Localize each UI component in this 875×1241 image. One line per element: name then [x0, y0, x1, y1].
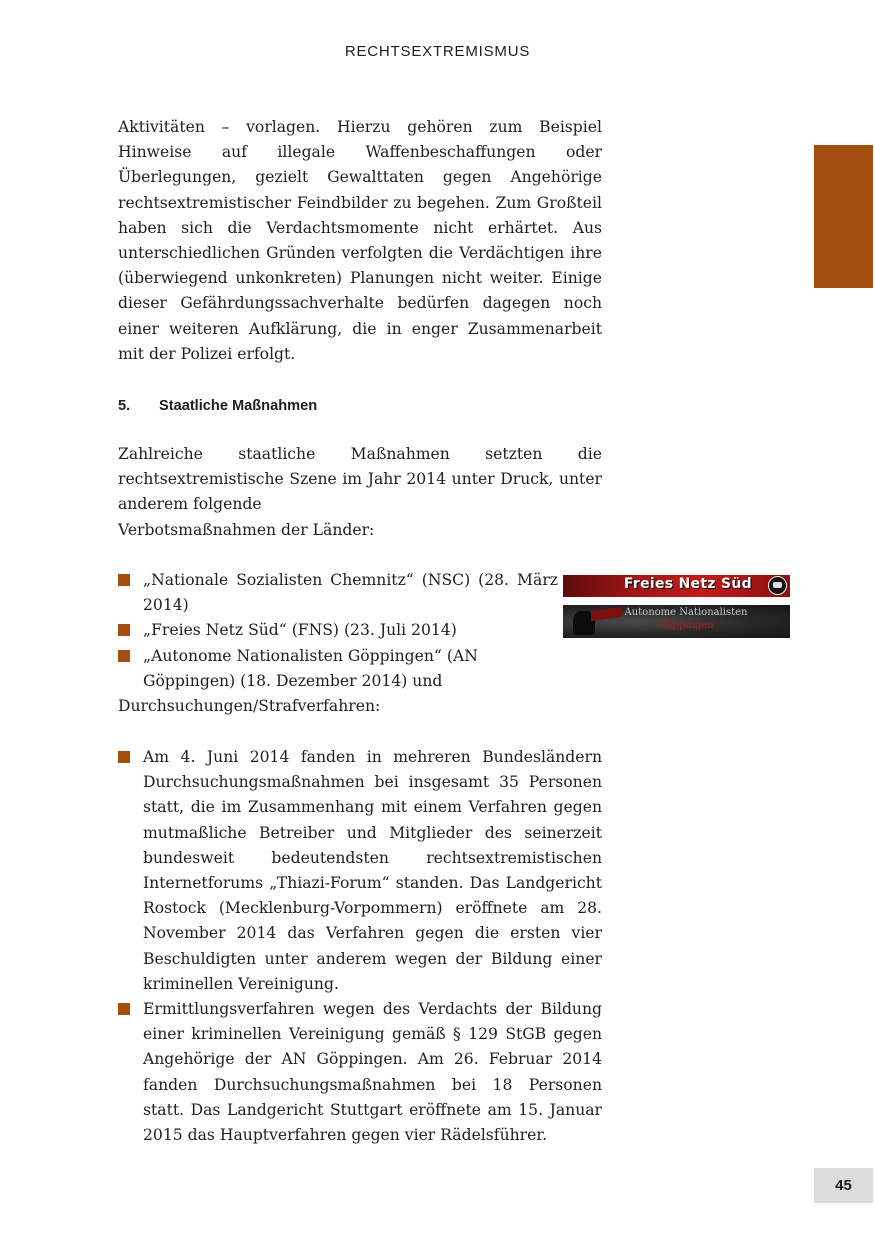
list-item: [118, 644, 558, 694]
bullet-square-icon: [118, 1003, 130, 1015]
section-paragraph: Zahlreiche staatliche Maßnahmen setzten die rechtsextremistische Szene im Jahr 2014 unter Druck, unter anderem folgende: [118, 445, 602, 514]
banner-fns-logo-text: Freies Netz Süd: [623, 576, 752, 592]
emblem-icon: [768, 576, 787, 595]
bullet-square-icon: [118, 751, 130, 763]
list-item: [118, 997, 602, 1148]
bullet-square-icon: [118, 624, 130, 636]
bans-item-text: „Freies Netz Süd“ (FNS) (23. Juli 2014): [143, 621, 457, 640]
bans-item-text: „Autonome Nationalisten Göppingen“ (AN Göppingen) (18. Dezember 2014) und: [143, 646, 478, 690]
raids-list: [118, 745, 602, 1148]
list-item: [118, 618, 558, 643]
list-item: [118, 568, 558, 618]
raids-label: Durchsuchungen/Strafverfahren:: [118, 697, 381, 715]
freies-netz-sued-banner-image: [563, 575, 790, 597]
bans-list: [118, 568, 558, 694]
section-number: 5.: [118, 398, 131, 414]
section-heading: [118, 395, 317, 417]
page-number: 45: [814, 1168, 873, 1203]
bans-item-text: „Nationale Sozialisten Chemnitz“ (NSC) (28. März 2014): [143, 571, 558, 615]
an-goeppingen-banner-image: [563, 605, 790, 638]
bullet-square-icon: [118, 574, 130, 586]
chapter-tab-marker: [814, 145, 873, 288]
running-header: RECHTSEXTREMISMUS: [344, 43, 531, 60]
banner-ang-logo-text: Autonome Nationalisten Göppingen: [624, 607, 748, 631]
list-item: [118, 745, 602, 997]
raids-item-text: Ermittlungsverfahren wegen des Verdachts der Bildung einer kriminellen Vereinigung gemäß § 129 StGB gegen Angehörige der AN Göppingen. Am 26. Februar 2014 fanden Durchsuchungsmaßnahmen bei 18 Personen statt. Das Landgericht Stuttgart eröffnete am 15. Januar 2015 das Hauptverfahren gegen vier Rädelsführer.: [143, 1000, 602, 1145]
bans-label: Verbotsmaßnahmen der Länder:: [118, 521, 375, 539]
raids-item-text: Am 4. Juni 2014 fanden in mehreren Bundesländern Durchsuchungsmaßnahmen bei insgesamt 35 Personen statt, die im Zusammenhang mit einem Verfahren gegen mutmaßliche Betreiber und Mitglieder des seinerzeit bundesweit bedeutendsten rechtsextremistischen Internetforums „Thiazi-Forum“ standen. Das Landgericht Rostock (Mecklenburg-Vorpommern) eröffnete am 28. November 2014 das Verfahren gegen die ersten vier Beschuldigten unter anderem wegen der Bildung einer kriminellen Vereinigung.: [143, 748, 602, 993]
intro-paragraph: Aktivitäten – vorlagen. Hierzu gehören zum Beispiel Hinweise auf illegale Waffenbeschaffungen oder Überlegungen, gezielt Gewalttaten gegen Angehörige rechtsextremistischer Feindbilder zu begehen. Zum Großteil haben sich die Verdachtsmomente nicht erhärtet. Aus unterschiedlichen Gründen verfolgten die Verdächtigen ihre (überwiegend unkonkreten) Planungen nicht weiter. Einige dieser Gefährdungssachverhalte bedürfen dagegen noch einer weiteren Aufklärung, die in enger Zusammenarbeit mit der Polizei erfolgt.: [118, 118, 602, 363]
bullet-square-icon: [118, 650, 130, 662]
section-title: Staatliche Maßnahmen: [159, 398, 318, 414]
